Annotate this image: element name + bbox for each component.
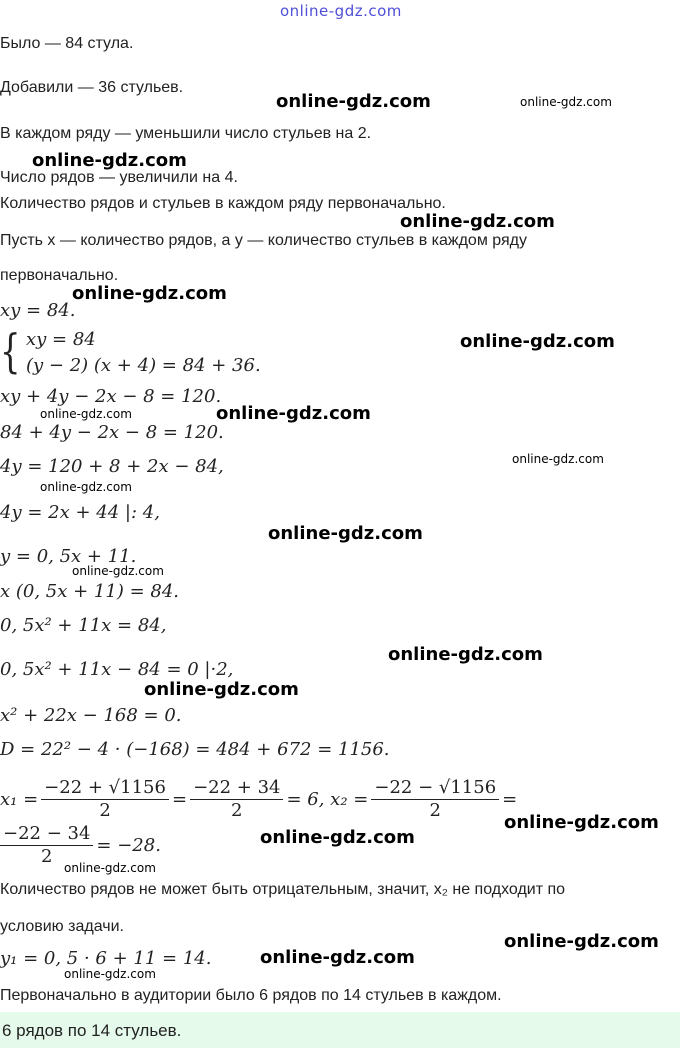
watermark: online-gdz.com: [144, 679, 299, 700]
fraction-3-denominator: 2: [429, 800, 441, 821]
watermark: online-gdz.com: [504, 931, 659, 952]
fraction-1-denominator: 2: [99, 800, 111, 821]
fraction-1: [41, 779, 169, 820]
fraction-3: [371, 779, 499, 820]
text-line-1: Было — 84 стула.: [0, 35, 134, 52]
fraction-1-numerator: −22 + √1156: [41, 779, 169, 800]
equation-5: 4y = 2x + 44 |: 4,: [0, 502, 160, 523]
watermark: online-gdz.com: [72, 283, 227, 304]
equals-sign: =: [171, 788, 188, 810]
x1-label: x₁ =: [0, 788, 39, 810]
text-line-2: Добавили — 36 стульев.: [0, 79, 184, 96]
fraction-2: [190, 779, 283, 820]
watermark: online-gdz.com: [260, 947, 415, 968]
watermark-small: online-gdz.com: [64, 861, 156, 875]
equation-xy: xy = 84.: [0, 300, 76, 321]
watermark-small: online-gdz.com: [40, 480, 132, 494]
watermark: online-gdz.com: [388, 644, 543, 665]
system-brace: {: [0, 324, 21, 378]
text-line-9: условию задачи.: [0, 918, 124, 935]
equation-4: 4y = 120 + 8 + 2x − 84,: [0, 456, 224, 477]
answer-text: 6 рядов по 14 стульев.: [2, 1021, 182, 1040]
system-eq-2: (y − 2) (x + 4) = 84 + 36.: [26, 355, 261, 376]
roots-line-2: [0, 825, 161, 866]
watermark: online-gdz.com: [504, 812, 659, 833]
watermark-small: online-gdz.com: [40, 407, 132, 421]
watermark: online-gdz.com: [460, 331, 615, 352]
x1-result: = 6, x₂ =: [286, 788, 369, 810]
watermark: online-gdz.com: [268, 523, 423, 544]
equation-7: x (0, 5x + 11) = 84.: [0, 581, 179, 602]
equation-8: 0, 5x² + 11x = 84,: [0, 615, 167, 636]
equation-9: 0, 5x² + 11x − 84 = 0 |·2,: [0, 659, 234, 680]
fraction-4: [0, 825, 93, 866]
system-eq-1: xy = 84: [26, 329, 96, 350]
text-line-10: Первоначально в аудитории было 6 рядов по 14 стульев в каждом.: [0, 987, 502, 1004]
x2-result: = −28.: [96, 834, 161, 856]
watermark-small: online-gdz.com: [520, 95, 612, 109]
text-line-3: В каждом ряду — уменьшили число стульев на 2.: [0, 125, 372, 142]
fraction-3-numerator: −22 − √1156: [371, 779, 499, 800]
discriminant: D = 22² − 4 · (−168) = 484 + 672 = 1156.: [0, 739, 390, 760]
text-line-7: первоначально.: [0, 267, 119, 284]
watermark: online-gdz.com: [276, 91, 431, 112]
roots-line: [0, 779, 517, 820]
watermark: online-gdz.com: [260, 827, 415, 848]
equals-sign-2: =: [502, 788, 518, 810]
text-line-8: Количество рядов не может быть отрицательным, значит, x₂ не подходит по: [0, 881, 566, 898]
fraction-4-denominator: 2: [40, 846, 53, 867]
equation-3: 84 + 4y − 2x − 8 = 120.: [0, 422, 224, 443]
equation-10: x² + 22x − 168 = 0.: [0, 705, 182, 726]
fraction-2-denominator: 2: [231, 800, 243, 821]
fraction-4-numerator: −22 − 34: [0, 825, 93, 846]
text-line-6: Пусть x — количество рядов, а y — количество стульев в каждом ряду: [0, 232, 527, 249]
watermark: online-gdz.com: [400, 211, 555, 232]
watermark: online-gdz.com: [216, 403, 371, 424]
text-line-5: Количество рядов и стульев в каждом ряду первоначально.: [0, 195, 446, 212]
watermark-small: online-gdz.com: [72, 564, 164, 578]
watermark-small: online-gdz.com: [64, 967, 156, 981]
equation-y1: y₁ = 0, 5 · 6 + 11 = 14.: [0, 948, 212, 969]
site-watermark-top[interactable]: online-gdz.com: [280, 2, 402, 20]
answer-box: [0, 1012, 680, 1048]
watermark: online-gdz.com: [32, 150, 187, 171]
fraction-2-numerator: −22 + 34: [190, 779, 283, 800]
equation-6: y = 0, 5x + 11.: [0, 546, 137, 567]
equation-2: xy + 4y − 2x − 8 = 120.: [0, 386, 222, 407]
text-line-4: Число рядов — увеличили на 4.: [0, 169, 238, 186]
watermark-small: online-gdz.com: [512, 452, 604, 466]
